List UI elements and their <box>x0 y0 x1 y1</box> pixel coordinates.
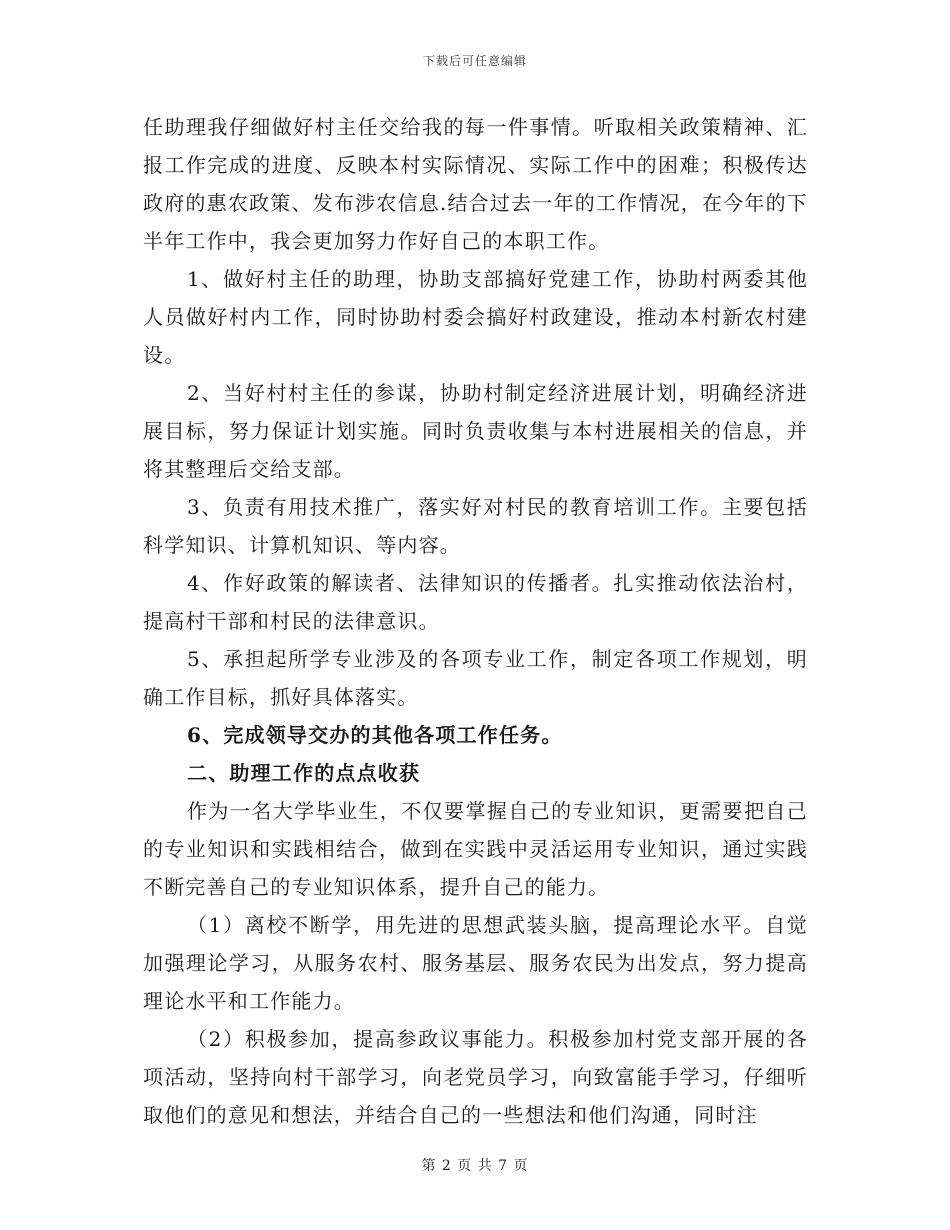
paragraph-subitem-1: （1）离校不断学，用先进的思想武装头脑，提高理论水平。自觉加强理论学习，从服务农村、服务基层、服务农民为出发点，努力提高理论水平和工作能力。 <box>143 913 808 1013</box>
section-heading-2: 二、助理工作的点点收获 <box>187 761 421 785</box>
paragraph-item-2: 2、当好村村主任的参谋，协助村制定经济进展计划，明确经济进展目标，努力保证计划实施。同时负责收集与本村进展相关的信息，并将其整理后交给支部。 <box>143 381 808 481</box>
paragraph-item-4: 4、作好政策的解读者、法律知识的传播者。扎实推动依法治村，提高村干部和村民的法律意识。 <box>143 571 808 633</box>
paragraph-intro-continuation: 任助理我仔细做好村主任交给我的每一件事情。听取相关政策精神、汇报工作完成的进度、反映本村实际情况、实际工作中的困难；积极传达政府的惠农政策、发布涉农信息.结合过去一年的工作情况，在今年的下半年工作中，我会更加努力作好自己的本职工作。 <box>143 115 808 253</box>
document-body <box>143 108 808 1134</box>
paragraph-item-3: 3、负责有用技术推广，落实好对村民的教育培训工作。主要包括科学知识、计算机知识、等内容。 <box>143 495 808 557</box>
paragraph-item-6: 6、完成领导交办的其他各项工作任务。 <box>187 723 563 747</box>
page-number-footer: 第 2 页 共 7 页 <box>421 1158 529 1174</box>
paragraph-subitem-2: （2）积极参加，提高参政议事能力。积极参加村党支部开展的各项活动，坚持向村干部学习，向老党员学习，向致富能手学习，仔细听取他们的意见和想法，并结合自己的一些想法和他们沟通，同时注 <box>143 1027 808 1127</box>
page-header: 下载后可任意编辑 <box>422 54 527 68</box>
paragraph-item-1: 1、做好村主任的助理，协助支部搞好党建工作，协助村两委其他人员做好村内工作，同时协助村委会搞好村政建设，推动本村新农村建设。 <box>143 267 808 367</box>
paragraph-section-2-intro: 作为一名大学毕业生，不仅要掌握自己的专业知识，更需要把自己的专业知识和实践相结合，做到在实践中灵活运用专业知识，通过实践不断完善自己的专业知识体系，提升自己的能力。 <box>143 799 808 899</box>
paragraph-item-5: 5、承担起所学专业涉及的各项专业工作，制定各项工作规划，明确工作目标，抓好具体落实。 <box>143 647 808 709</box>
